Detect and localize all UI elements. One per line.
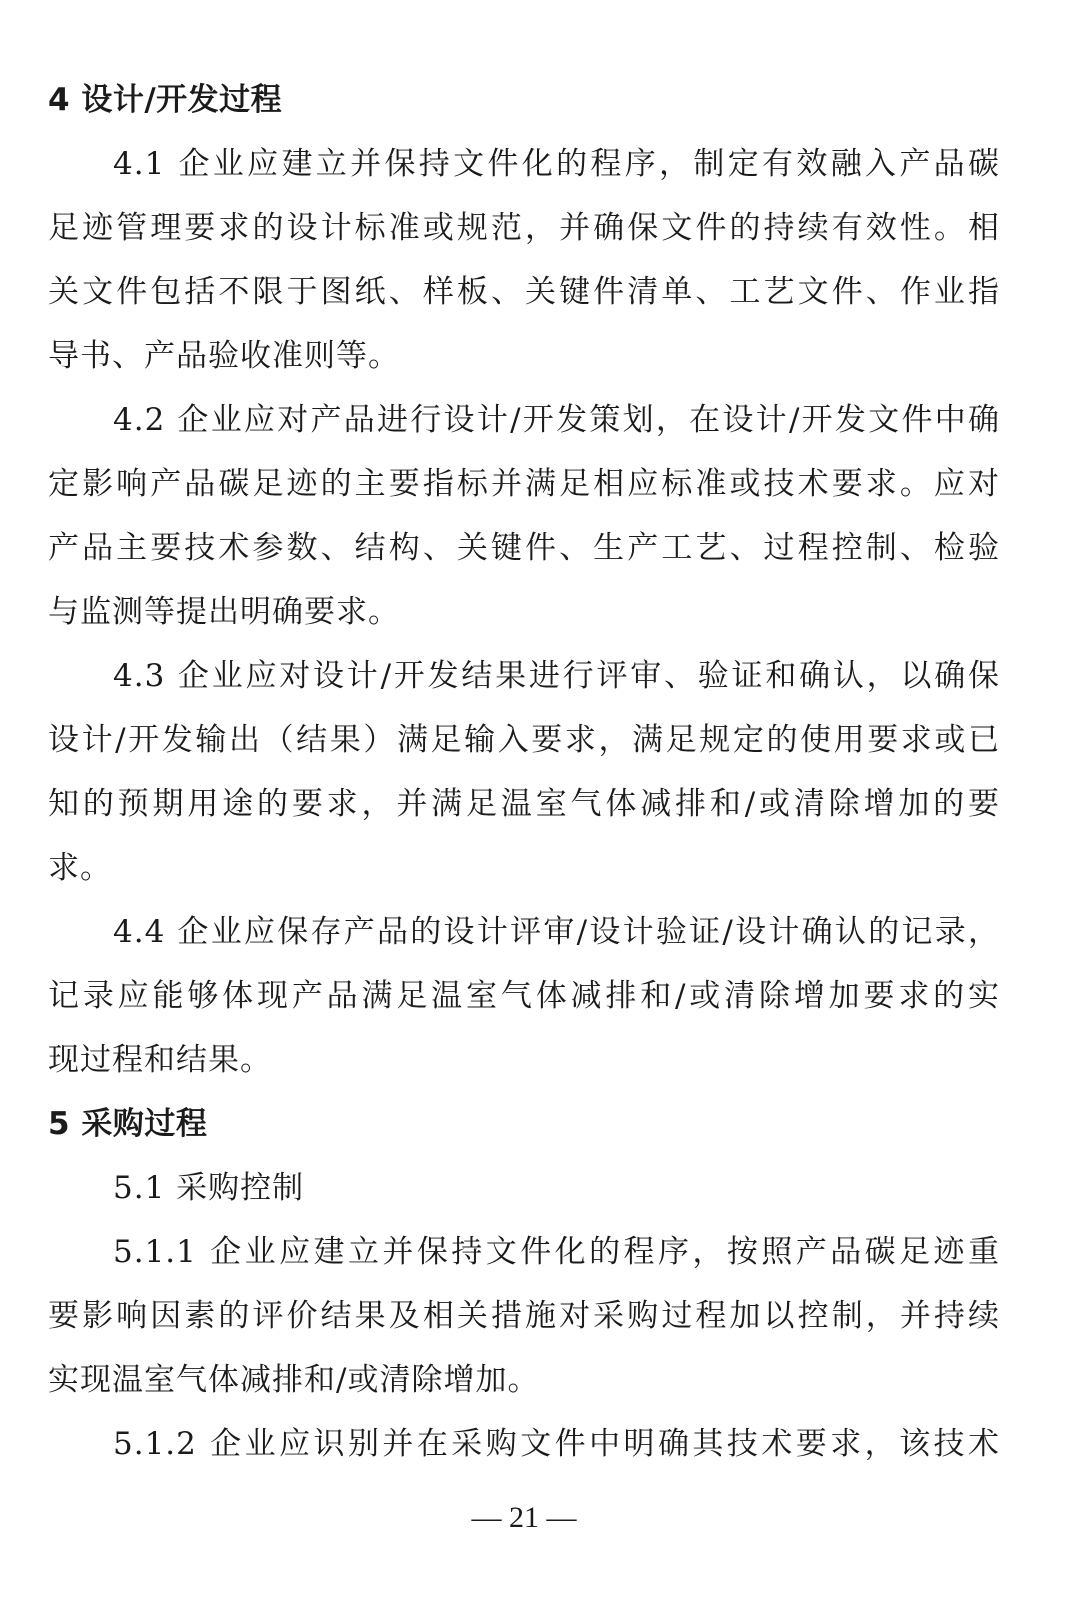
paragraph-line: 产品主要技术参数、结构、关键件、生产工艺、过程控制、检验 [48, 530, 1000, 566]
paragraph-line: 知的预期用途的要求，并满足温室气体减排和/或清除增加的要 [48, 786, 1000, 822]
paragraph-4-3 [48, 644, 1000, 900]
paragraph-line: 足迹管理要求的设计标准或规范，并确保文件的持续有效性。相 [48, 210, 1000, 246]
paragraph-line: 关文件包括不限于图纸、样板、关键件清单、工艺文件、作业指 [48, 274, 1000, 310]
paragraph-line: 现过程和结果。 [48, 1042, 272, 1078]
paragraph-line: 与监测等提出明确要求。 [48, 594, 400, 630]
paragraph-line: 4.1 企业应建立并保持文件化的程序，制定有效融入产品碳 [113, 146, 1000, 182]
subsection-5-1-heading: 5.1 采购控制 [113, 1170, 305, 1206]
paragraph-4-4 [48, 900, 1000, 1092]
section-5-heading: 5 采购过程 [48, 1106, 208, 1142]
paragraph-line: 导书、产品验收准则等。 [48, 338, 400, 374]
paragraph-4-1 [48, 132, 1000, 388]
paragraph-line: 4.4 企业应保存产品的设计评审/设计验证/设计确认的记录， [113, 914, 1000, 950]
paragraph-5-1-1 [48, 1220, 1000, 1412]
paragraph-line: 5.1.2 企业应识别并在采购文件中明确其技术要求，该技术 [113, 1426, 1000, 1462]
paragraph-line: 定影响产品碳足迹的主要指标并满足相应标准或技术要求。应对 [48, 466, 1000, 502]
document-body [48, 68, 1000, 1476]
paragraph-5-1-2 [48, 1412, 1000, 1476]
section-4-heading: 4 设计/开发过程 [48, 82, 283, 118]
paragraph-line: 5.1.1 企业应建立并保持文件化的程序，按照产品碳足迹重 [113, 1234, 1000, 1270]
paragraph-line: 要影响因素的评价结果及相关措施对采购过程加以控制，并持续 [48, 1298, 1000, 1334]
page-number: — 21 — [471, 1501, 577, 1534]
paragraph-line: 记录应能够体现产品满足温室气体减排和/或清除增加要求的实 [48, 978, 1000, 1014]
paragraph-line: 实现温室气体减排和/或清除增加。 [48, 1362, 540, 1398]
paragraph-4-2 [48, 388, 1000, 644]
paragraph-line: 4.2 企业应对产品进行设计/开发策划，在设计/开发文件中确 [113, 402, 1000, 438]
paragraph-line: 4.3 企业应对设计/开发结果进行评审、验证和确认，以确保 [113, 658, 1000, 694]
paragraph-line: 求。 [48, 850, 112, 886]
paragraph-line: 设计/开发输出（结果）满足输入要求，满足规定的使用要求或已 [48, 722, 1000, 758]
